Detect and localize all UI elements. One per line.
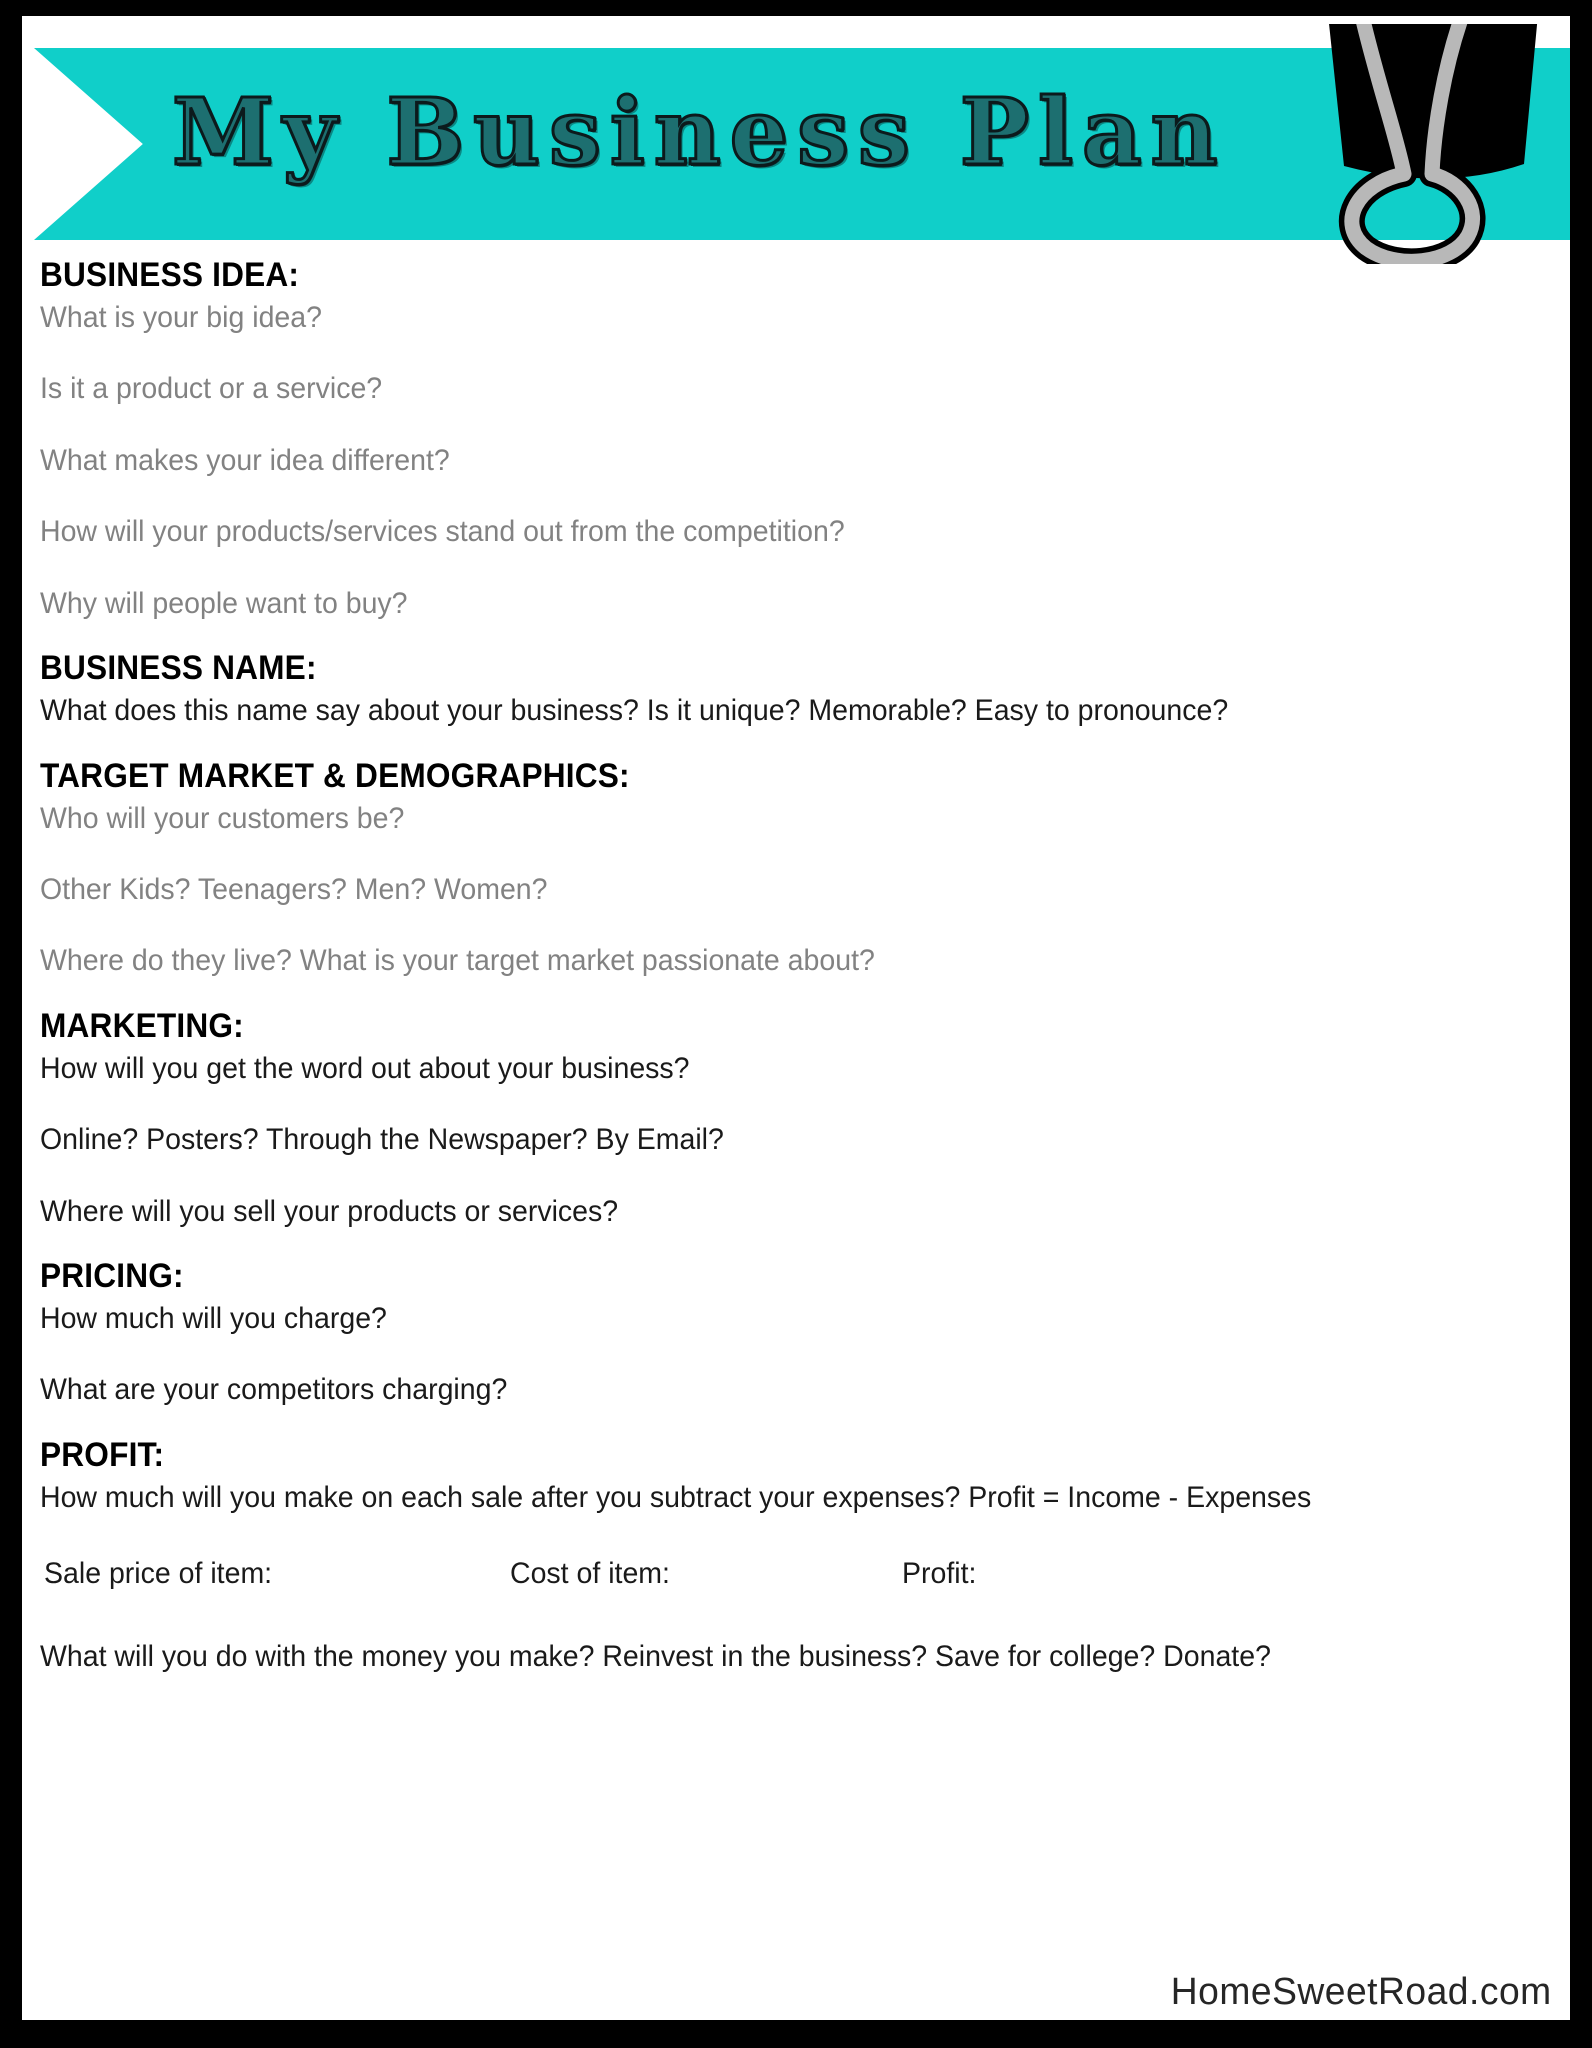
question-item: Online? Posters? Through the Newspaper? By Email?	[40, 1123, 724, 1157]
section-pricing	[40, 1257, 1552, 1408]
header-banner	[22, 38, 1570, 253]
question-item: Why will people want to buy?	[40, 586, 408, 620]
question-item: Where do they live? What is your target market passionate about?	[40, 944, 875, 978]
heading-pricing: PRICING:	[40, 1257, 184, 1295]
question-item: How much will you make on each sale after you subtract your expenses? Profit = Income - Expenses	[40, 1480, 1312, 1514]
profit-fill-in-row	[40, 1557, 1552, 1597]
sale-price-label: Sale price of item:	[44, 1557, 273, 1591]
section-marketing	[40, 1007, 1552, 1229]
heading-business-name: BUSINESS NAME:	[40, 649, 317, 688]
question-item: What are your competitors charging?	[40, 1373, 508, 1407]
question-item: How much will you charge?	[40, 1302, 387, 1336]
page-title: My Business Plan	[172, 78, 1227, 186]
cost-of-item-label: Cost of item:	[510, 1557, 670, 1591]
question-item: What does this name say about your business? Is it unique? Memorable? Easy to pronounce?	[40, 694, 1229, 728]
heading-marketing: MARKETING:	[40, 1006, 244, 1045]
section-business-idea	[40, 256, 1552, 621]
question-item: What is your big idea?	[40, 301, 322, 335]
question-item: Other Kids? Teenagers? Men? Women?	[40, 872, 548, 906]
question-item: How will you get the word out about your business?	[40, 1051, 690, 1085]
heading-target-market: TARGET MARKET & DEMOGRAPHICS:	[40, 756, 630, 795]
question-item: Is it a product or a service?	[40, 372, 383, 406]
question-item: Who will your customers be?	[40, 801, 405, 835]
section-profit	[40, 1436, 1552, 1675]
profit-label: Profit:	[902, 1557, 977, 1591]
section-target-market	[40, 757, 1552, 979]
section-business-name	[40, 649, 1552, 728]
question-item: What makes your idea different?	[40, 443, 450, 477]
question-item: How will your products/services stand out from the competition?	[40, 515, 845, 549]
paper-sheet	[22, 16, 1570, 2020]
closing-question: What will you do with the money you make? Reinvest in the business? Save for college? Donate?	[40, 1640, 1271, 1674]
worksheet-body	[40, 256, 1552, 1675]
heading-profit: PROFIT:	[40, 1435, 165, 1474]
question-item: Where will you sell your products or services?	[40, 1194, 619, 1228]
footer-brand: HomeSweetRoad.com	[1171, 1971, 1552, 2013]
heading-business-idea: BUSINESS IDEA:	[40, 256, 300, 294]
